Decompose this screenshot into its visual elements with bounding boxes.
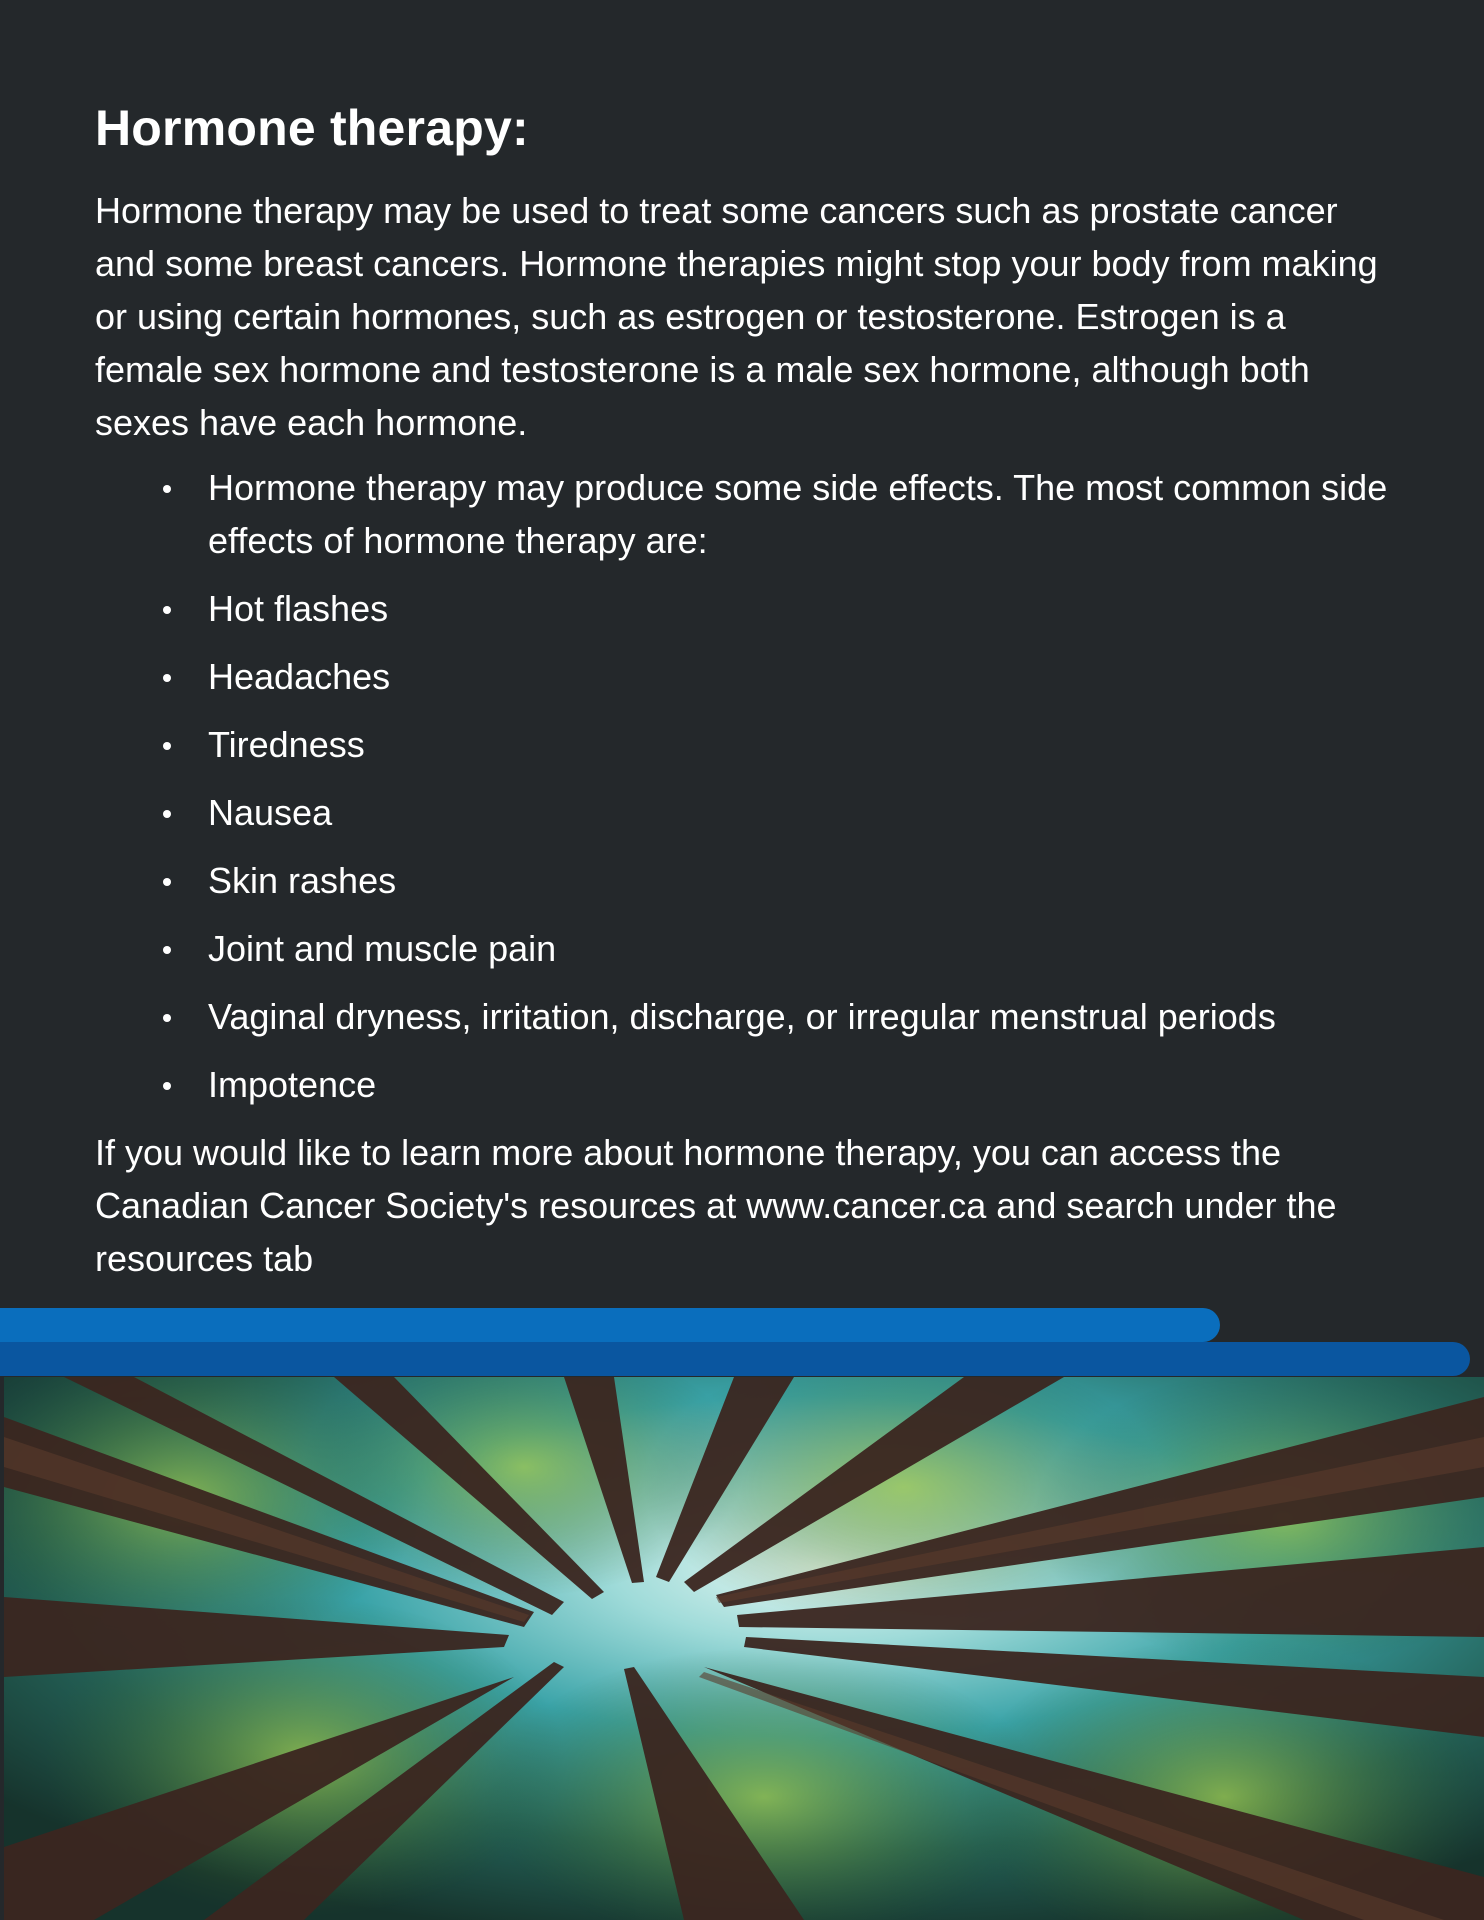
list-item-text: Hormone therapy may produce some side effects. The most common side effects of hormone therapy are: xyxy=(208,467,1388,561)
list-item-text: Vaginal dryness, irritation, discharge, or irregular menstrual periods xyxy=(208,996,1276,1037)
intro-paragraph: Hormone therapy may be used to treat some cancers such as prostate cancer and some breast cancers. Hormone therapies might stop your body from making or using certain hormones, such as estrogen or testosterone. Estrogen is a female sex hormone and testosterone is a male sex hormone, although both sexes have each hormone. xyxy=(95,190,1378,443)
list-item xyxy=(95,461,1408,567)
page-title: Hormone therapy: xyxy=(95,100,529,156)
list-item xyxy=(95,1058,1408,1111)
list-item xyxy=(95,650,1408,703)
list-item-text: Impotence xyxy=(208,1064,377,1105)
list-item xyxy=(95,718,1408,771)
list-item xyxy=(95,786,1408,839)
list-item-text: Tiredness xyxy=(208,724,365,765)
bullet-icon xyxy=(163,485,171,493)
bullet-icon xyxy=(163,1014,171,1022)
resources-paragraph: If you would like to learn more about hormone therapy, you can access the Canadian Cancer Society's resources at www.cancer.ca and search under the resources tab xyxy=(95,1132,1337,1279)
bullet-icon xyxy=(163,674,171,682)
forest-canopy-illustration xyxy=(4,1377,1484,1920)
list-item xyxy=(95,582,1408,635)
main-content xyxy=(95,96,1405,1285)
bullet-icon xyxy=(163,810,171,818)
list-item-text: Hot flashes xyxy=(208,588,389,629)
list-item-text: Joint and muscle pain xyxy=(208,928,557,969)
list-item-text: Skin rashes xyxy=(208,860,397,901)
list-item-text: Headaches xyxy=(208,656,391,697)
accent-bar-bottom xyxy=(0,1342,1470,1376)
side-effects-list xyxy=(95,461,1405,1111)
bullet-icon xyxy=(163,946,171,954)
list-item xyxy=(95,990,1408,1043)
forest-canopy-photo xyxy=(4,1377,1484,1920)
list-item-text: Nausea xyxy=(208,792,333,833)
bullet-icon xyxy=(163,742,171,750)
list-item xyxy=(95,854,1408,907)
accent-bar-top xyxy=(0,1308,1220,1342)
list-item xyxy=(95,922,1408,975)
bullet-icon xyxy=(163,606,171,614)
bullet-icon xyxy=(163,878,171,886)
bullet-icon xyxy=(163,1082,171,1090)
